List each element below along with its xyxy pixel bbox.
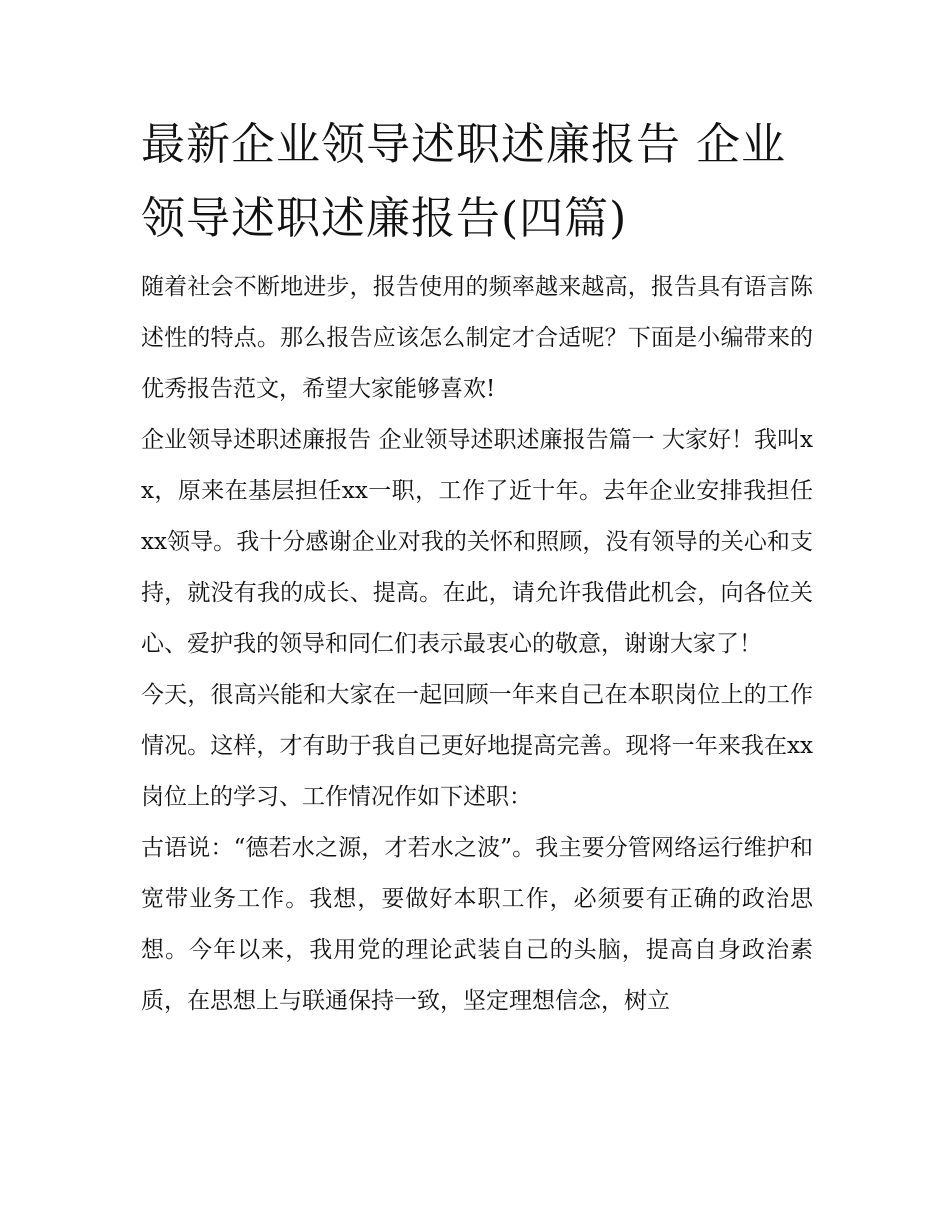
paragraph-intro: 随着社会不断地进步，报告使用的频率越来越高，报告具有语言陈述性的特点。那么报告应该怎么制定才合适呢？下面是小编带来的优秀报告范文，希望大家能够喜欢! (141, 274, 813, 402)
paragraph-politics: 古语说：“德若水之源，才若水之波”。我主要分管网络运行维护和宽带业务工作。我想，要做好本职工作，必须要有正确的政治思想。今年以来，我用党的理论武装自己的头脑，提高自身政治素质，在思想上与联通保持一致，坚定理想信念，树立 (141, 835, 813, 1014)
document-title: 最新企业领导述职述廉报告 企业领导述职述廉报告(四篇) (141, 119, 786, 244)
document-body (141, 108, 813, 1027)
paragraph-greeting: 企业领导述职述廉报告 企业领导述职述廉报告篇一 大家好！我叫xx，原来在基层担任xx一职，工作了近十年。去年企业安排我担任xx领导。我十分感谢企业对我的关怀和照顾，没有领导的关心和支持，就没有我的成长、提高。在此，请允许我借此机会，向各位关心、爱护我的领导和同仁们表示最衷心的敬意，谢谢大家了！ (141, 427, 813, 657)
paragraph-review: 今天，很高兴能和大家在一起回顾一年来自己在本职岗位上的工作情况。这样，才有助于我自己更好地提高完善。现将一年来我在xx岗位上的学习、工作情况作如下述职： (141, 682, 813, 810)
